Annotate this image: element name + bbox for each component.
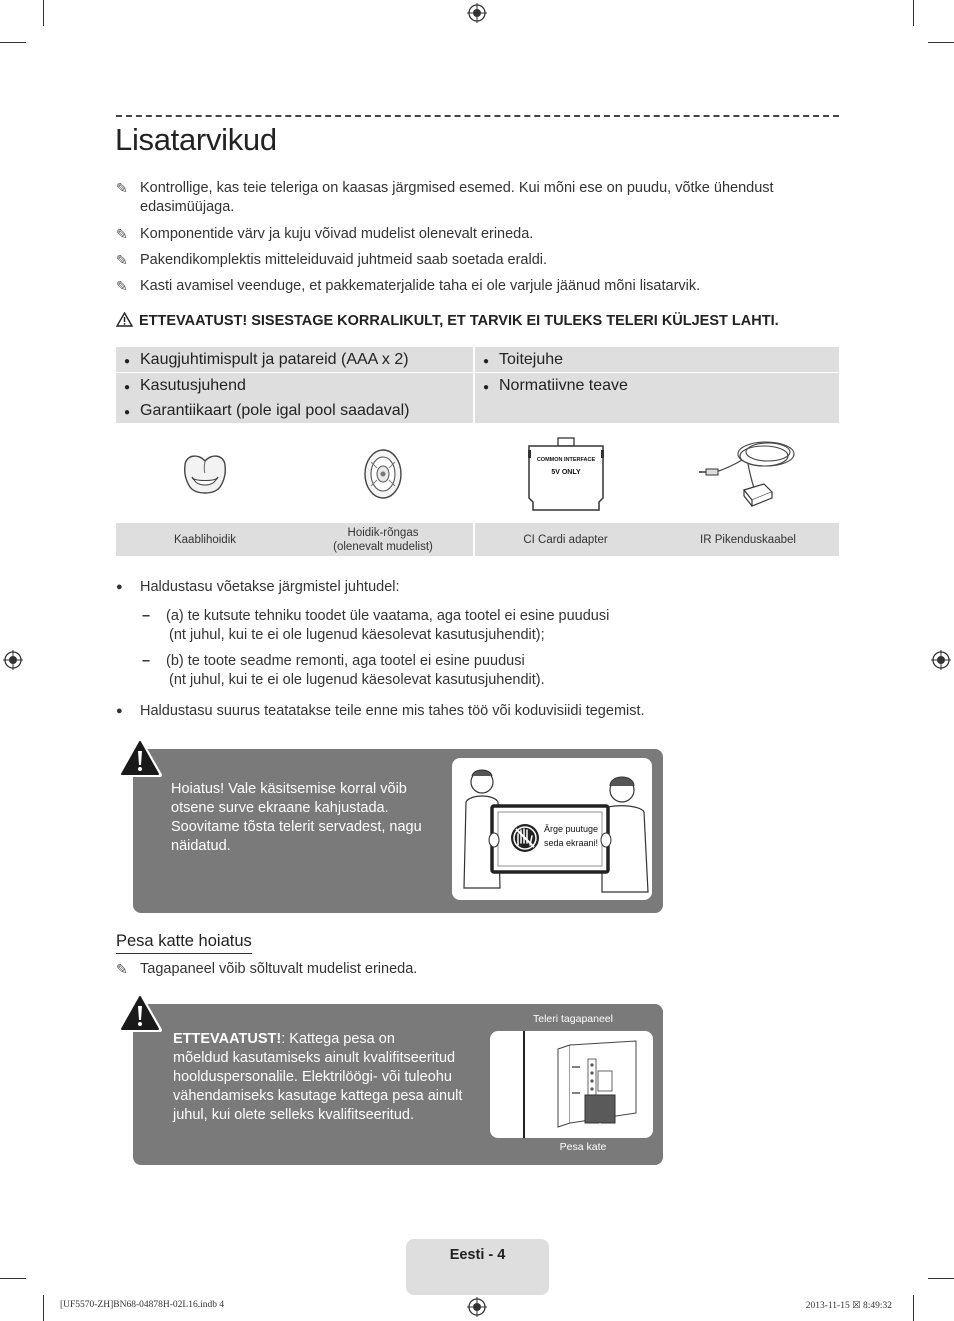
registration-mark-icon bbox=[467, 3, 487, 23]
ci-card-adapter-icon bbox=[525, 436, 607, 512]
registration-mark-icon bbox=[931, 650, 951, 670]
crop-mark bbox=[928, 1278, 954, 1279]
accessory-item: ● Toitejuhe bbox=[475, 347, 839, 372]
pencil-note-icon: ✎ bbox=[116, 278, 128, 294]
note-item: ✎ Tagapaneel võib sõltuvalt mudelist erineda. bbox=[116, 961, 418, 977]
pencil-note-icon: ✎ bbox=[116, 226, 128, 242]
ir-extension-cable-image bbox=[657, 424, 839, 524]
page-title: Lisatarvikud bbox=[115, 122, 277, 157]
accessory-item: ● Kaugjuhtimispult ja patareid (AAA x 2) bbox=[116, 347, 473, 372]
holder-ring-image bbox=[294, 424, 472, 524]
warning-triangle-icon bbox=[118, 738, 162, 778]
cable-holder-icon bbox=[180, 451, 230, 497]
caution-line: ETTEVAATUST! SISESTAGE KORRALIKULT, ET TARVIK EI TULEKS TELERI KÜLJEST LAHTI. bbox=[116, 312, 779, 329]
cable-holder-image bbox=[116, 424, 294, 524]
caption-ci-adapter: CI Cardi adapter bbox=[473, 523, 656, 556]
fee-case-b: – (b) te toote seadme remonti, aga tootel ei esine puudusi (nt juhul, kui te ei ole lugenud käesolevat kasutusjuhendit). bbox=[142, 653, 545, 688]
back-panel-illustration bbox=[490, 1031, 653, 1138]
fee-case-a: – (a) te kutsute tehniku toodet üle vaatama, aga tootel ei esine puudusi (nt juhul, kui te ei ole lugenud käesolevat kasutusjuhendit); bbox=[142, 608, 610, 643]
page-number-tab: Eesti - 4 bbox=[406, 1239, 549, 1295]
note-item: ✎ Komponentide värv ja kuju võivad mudelist olenevalt erineda. bbox=[116, 226, 534, 242]
warning-triangle-icon bbox=[118, 993, 162, 1033]
slot-cover-warning-box: ETTEVAATUST!: Kattega pesa on mõeldud kasutamiseks ainult kvalifitseeritud hoolduspersonalile. Elektrilöögi- või tuleohu vähendamiseks kasutage kattega pesa ainult juhul, kui olete selleks kvalifitseeritud. Teleri tagapaneel Pesa kate bbox=[133, 1004, 663, 1165]
accessory-images bbox=[116, 424, 839, 524]
tv-back-panel-label: Teleri tagapaneel bbox=[533, 1013, 613, 1025]
screen-warning-box: Hoiatus! Vale käsitsemise korral võib otsene surve ekraane kahjustada. Soovitame tõsta telerit servadest, nagu näidatud. Ärge puutuge seda ekraani! bbox=[133, 749, 663, 913]
note-item: ✎ Pakendikomplektis mitteleiduvaid juhtmeid saab soetada eraldi. bbox=[116, 252, 548, 268]
registration-mark-icon bbox=[467, 1297, 487, 1317]
title-rule bbox=[116, 115, 839, 117]
pencil-note-icon: ✎ bbox=[116, 961, 128, 977]
svg-text:Ärge puutuge: Ärge puutuge bbox=[543, 824, 599, 834]
ci-card-adapter-image bbox=[474, 424, 657, 524]
holder-ring-icon bbox=[361, 448, 405, 500]
caption-holder-ring: Hoidik-rõngas (olenevalt mudelist) bbox=[333, 526, 433, 553]
fee-bullet: ● Haldustasu võetakse järgmistel juhtudel: bbox=[116, 579, 400, 595]
crop-mark bbox=[43, 1295, 44, 1321]
pencil-note-icon: ✎ bbox=[116, 180, 128, 196]
note-item: ✎ Kasti avamisel veenduge, et pakkematerjalide taha ei ole varjule jäänud mõni lisatarvik. bbox=[116, 278, 701, 294]
fee-bullet: ● Haldustasu suurus teatatakse teile enne mis tahes töö või koduvisiidi tegemist. bbox=[116, 703, 645, 719]
section-heading: Pesa katte hoiatus bbox=[116, 932, 252, 954]
note-item: ✎ Kontrollige, kas teie teleriga on kaasas järgmised esemed. Kui mõni ese on puudu, võtke ühendust edasimüüjaga. bbox=[116, 180, 774, 215]
crop-mark bbox=[913, 0, 914, 26]
tv-back-panel-icon bbox=[490, 1031, 653, 1138]
svg-text:COMMON INTERFACE: COMMON INTERFACE bbox=[536, 457, 595, 463]
slot-cover-label: Pesa kate bbox=[559, 1141, 607, 1153]
ir-extension-cable-icon bbox=[698, 432, 798, 516]
accessory-captions bbox=[116, 523, 839, 556]
svg-text:5V ONLY: 5V ONLY bbox=[550, 469, 581, 476]
accessory-item: ● Kasutusjuhend bbox=[116, 373, 473, 398]
crop-mark bbox=[43, 0, 44, 26]
footer-filename: [UF5570-ZH]BN68-04878H-02L16.indb 4 bbox=[60, 1300, 225, 1310]
crop-mark bbox=[928, 42, 954, 43]
pencil-note-icon: ✎ bbox=[116, 252, 128, 268]
crop-mark bbox=[0, 1278, 26, 1279]
registration-mark-icon bbox=[3, 650, 23, 670]
crop-mark bbox=[0, 42, 26, 43]
accessory-empty-cell bbox=[475, 398, 839, 423]
accessory-item: ● Garantiikaart (pole igal pool saadaval) bbox=[116, 398, 473, 423]
people-lifting-tv-icon bbox=[452, 758, 652, 900]
accessory-item: ● Normatiivne teave bbox=[475, 373, 839, 398]
warning-triangle-icon bbox=[116, 312, 133, 327]
caption-ir-cable: IR Pikenduskaabel bbox=[700, 533, 796, 546]
footer-timestamp: 2013-11-15 ☒ 8:49:32 bbox=[805, 1301, 892, 1311]
svg-text:seda ekraani!: seda ekraani! bbox=[543, 838, 599, 848]
lifting-tv-illustration bbox=[452, 758, 652, 900]
crop-mark bbox=[913, 1295, 914, 1321]
caption-cable-holder: Kaablihoidik bbox=[173, 533, 236, 546]
